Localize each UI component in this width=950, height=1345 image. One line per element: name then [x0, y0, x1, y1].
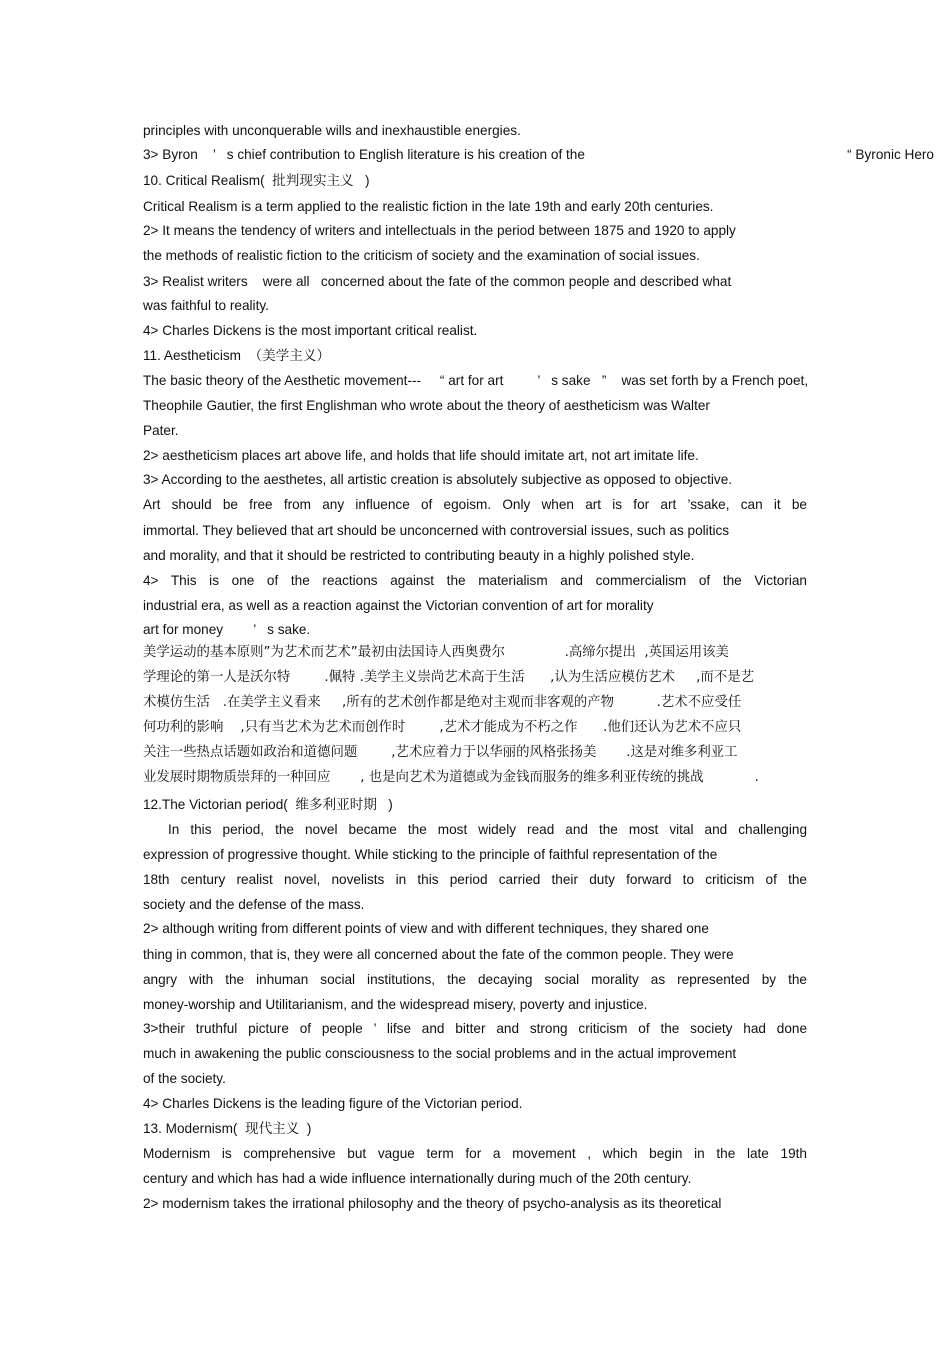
text-line: 2> It means the tendency of writers and intellectuals in the period between 1875 and 1920 to apply: [143, 223, 736, 238]
text-line: 3> According to the aesthetes, all artistic creation is absolutely subjective as opposed to objective.: [143, 472, 733, 487]
text-line: The basic theory of the Aesthetic movement--- “ art for art ’ s sake ” was set forth by a French poet,: [143, 373, 809, 388]
chinese-text-line: 学理论的第一人是沃尔特 .佩特 .美学主义崇尚艺术高于生活 ,认为生活应模仿艺术 ,而不是艺: [143, 670, 754, 685]
text-line: 4> Charles Dickens is the leading figure of the Victorian period.: [143, 1096, 523, 1111]
text-line: Modernism is comprehensive but vague term for a movement , which begin in the late 19th: [143, 1146, 807, 1161]
section-heading: 12.The Victorian period( 维多利亚时期 ): [143, 797, 393, 812]
text-line: angry with the inhuman social institutions, the decaying social morality as represented by the: [143, 972, 807, 987]
text-line: money-worship and Utilitarianism, and the widespread misery, poverty and injustice.: [143, 997, 648, 1012]
chinese-text-line: 业发展时期物质崇拜的一种回应 , 也是向艺术为道德或为金钱而服务的维多利亚传统的挑战 .: [143, 770, 759, 785]
text-line: 3>their truthful picture of people ’ lifse and bitter and strong criticism of the society had done: [143, 1021, 807, 1036]
text-line: century and which has had a wide influence internationally during much of the 20th century.: [143, 1171, 692, 1186]
text-line: 4> Charles Dickens is the most important critical realist.: [143, 323, 478, 338]
text-line: Pater.: [143, 423, 179, 438]
text-line: Theophile Gautier, the first Englishman who wrote about the theory of aestheticism was Walter: [143, 398, 710, 413]
text-line: thing in common, that is, they were all concerned about the fate of the common people. They were: [143, 947, 734, 962]
chinese-text-line: 术模仿生活 .在美学主义看来 ,所有的艺术创作都是绝对主观而非客观的产物 .艺术不应受任: [143, 695, 742, 710]
text-line: industrial era, as well as a reaction against the Victorian convention of art for morality: [143, 598, 654, 613]
text-line: Critical Realism is a term applied to the realistic fiction in the late 19th and early 20th centuries.: [143, 199, 714, 214]
section-heading: 10. Critical Realism( 批判现实主义 ): [143, 173, 370, 188]
chinese-text-line: 关注一些热点话题如政治和道德问题 ,艺术应着力于以华丽的风格张扬美 .这是对维多利亚工: [143, 745, 738, 760]
text-line: “ Byronic Hero: [847, 147, 934, 162]
text-line: 2> modernism takes the irrational philosophy and the theory of psycho-analysis as its theoretical: [143, 1196, 722, 1211]
text-line: much in awakening the public consciousness to the social problems and in the actual improvement: [143, 1046, 737, 1061]
text-line: society and the defense of the mass.: [143, 897, 365, 912]
text-line: 4> This is one of the reactions against the materialism and commercialism of the Victorian: [143, 573, 807, 588]
text-line: immortal. They believed that art should be unconcerned with controversial issues, such as politics: [143, 523, 730, 538]
text-line: 3> Byron ’ s chief contribution to English literature is his creation of the: [143, 147, 585, 162]
text-line: art for money ’ s sake.: [143, 622, 311, 637]
text-line: of the society.: [143, 1071, 226, 1086]
text-line: was faithful to reality.: [143, 298, 269, 313]
text-line: In this period, the novel became the most widely read and the most vital and challenging: [168, 822, 807, 837]
text-line: the methods of realistic fiction to the criticism of society and the examination of social issues.: [143, 248, 700, 263]
section-heading: 11. Aestheticism （美学主义）: [143, 348, 331, 363]
text-line: and morality, and that it should be restricted to contributing beauty in a highly polished style.: [143, 548, 695, 563]
chinese-text-line: 美学运动的基本原则”为艺术而艺术”最初由法国诗人西奥费尔 .高缔尔提出 ,英国运用该美: [143, 645, 729, 660]
text-line: Art should be free from any influence of egoism. Only when art is for art ’ssake, can it be: [143, 497, 807, 512]
text-line: 2> although writing from different points of view and with different techniques, they shared one: [143, 921, 709, 936]
text-line: 18th century realist novel, novelists in this period carried their duty forward to criticism of the: [143, 872, 807, 887]
text-line: 3> Realist writers were all concerned about the fate of the common people and described what: [143, 274, 732, 289]
section-heading: 13. Modernism( 现代主义 ): [143, 1121, 312, 1136]
text-line: expression of progressive thought. While sticking to the principle of faithful representation of the: [143, 847, 718, 862]
text-line: principles with unconquerable wills and inexhaustible energies.: [143, 123, 521, 138]
chinese-text-line: 何功利的影响 ,只有当艺术为艺术而创作时 ,艺术才能成为不朽之作 .他们还认为艺术不应只: [143, 720, 742, 735]
text-line: 2> aestheticism places art above life, and holds that life should imitate art, not art imitate life.: [143, 448, 699, 463]
